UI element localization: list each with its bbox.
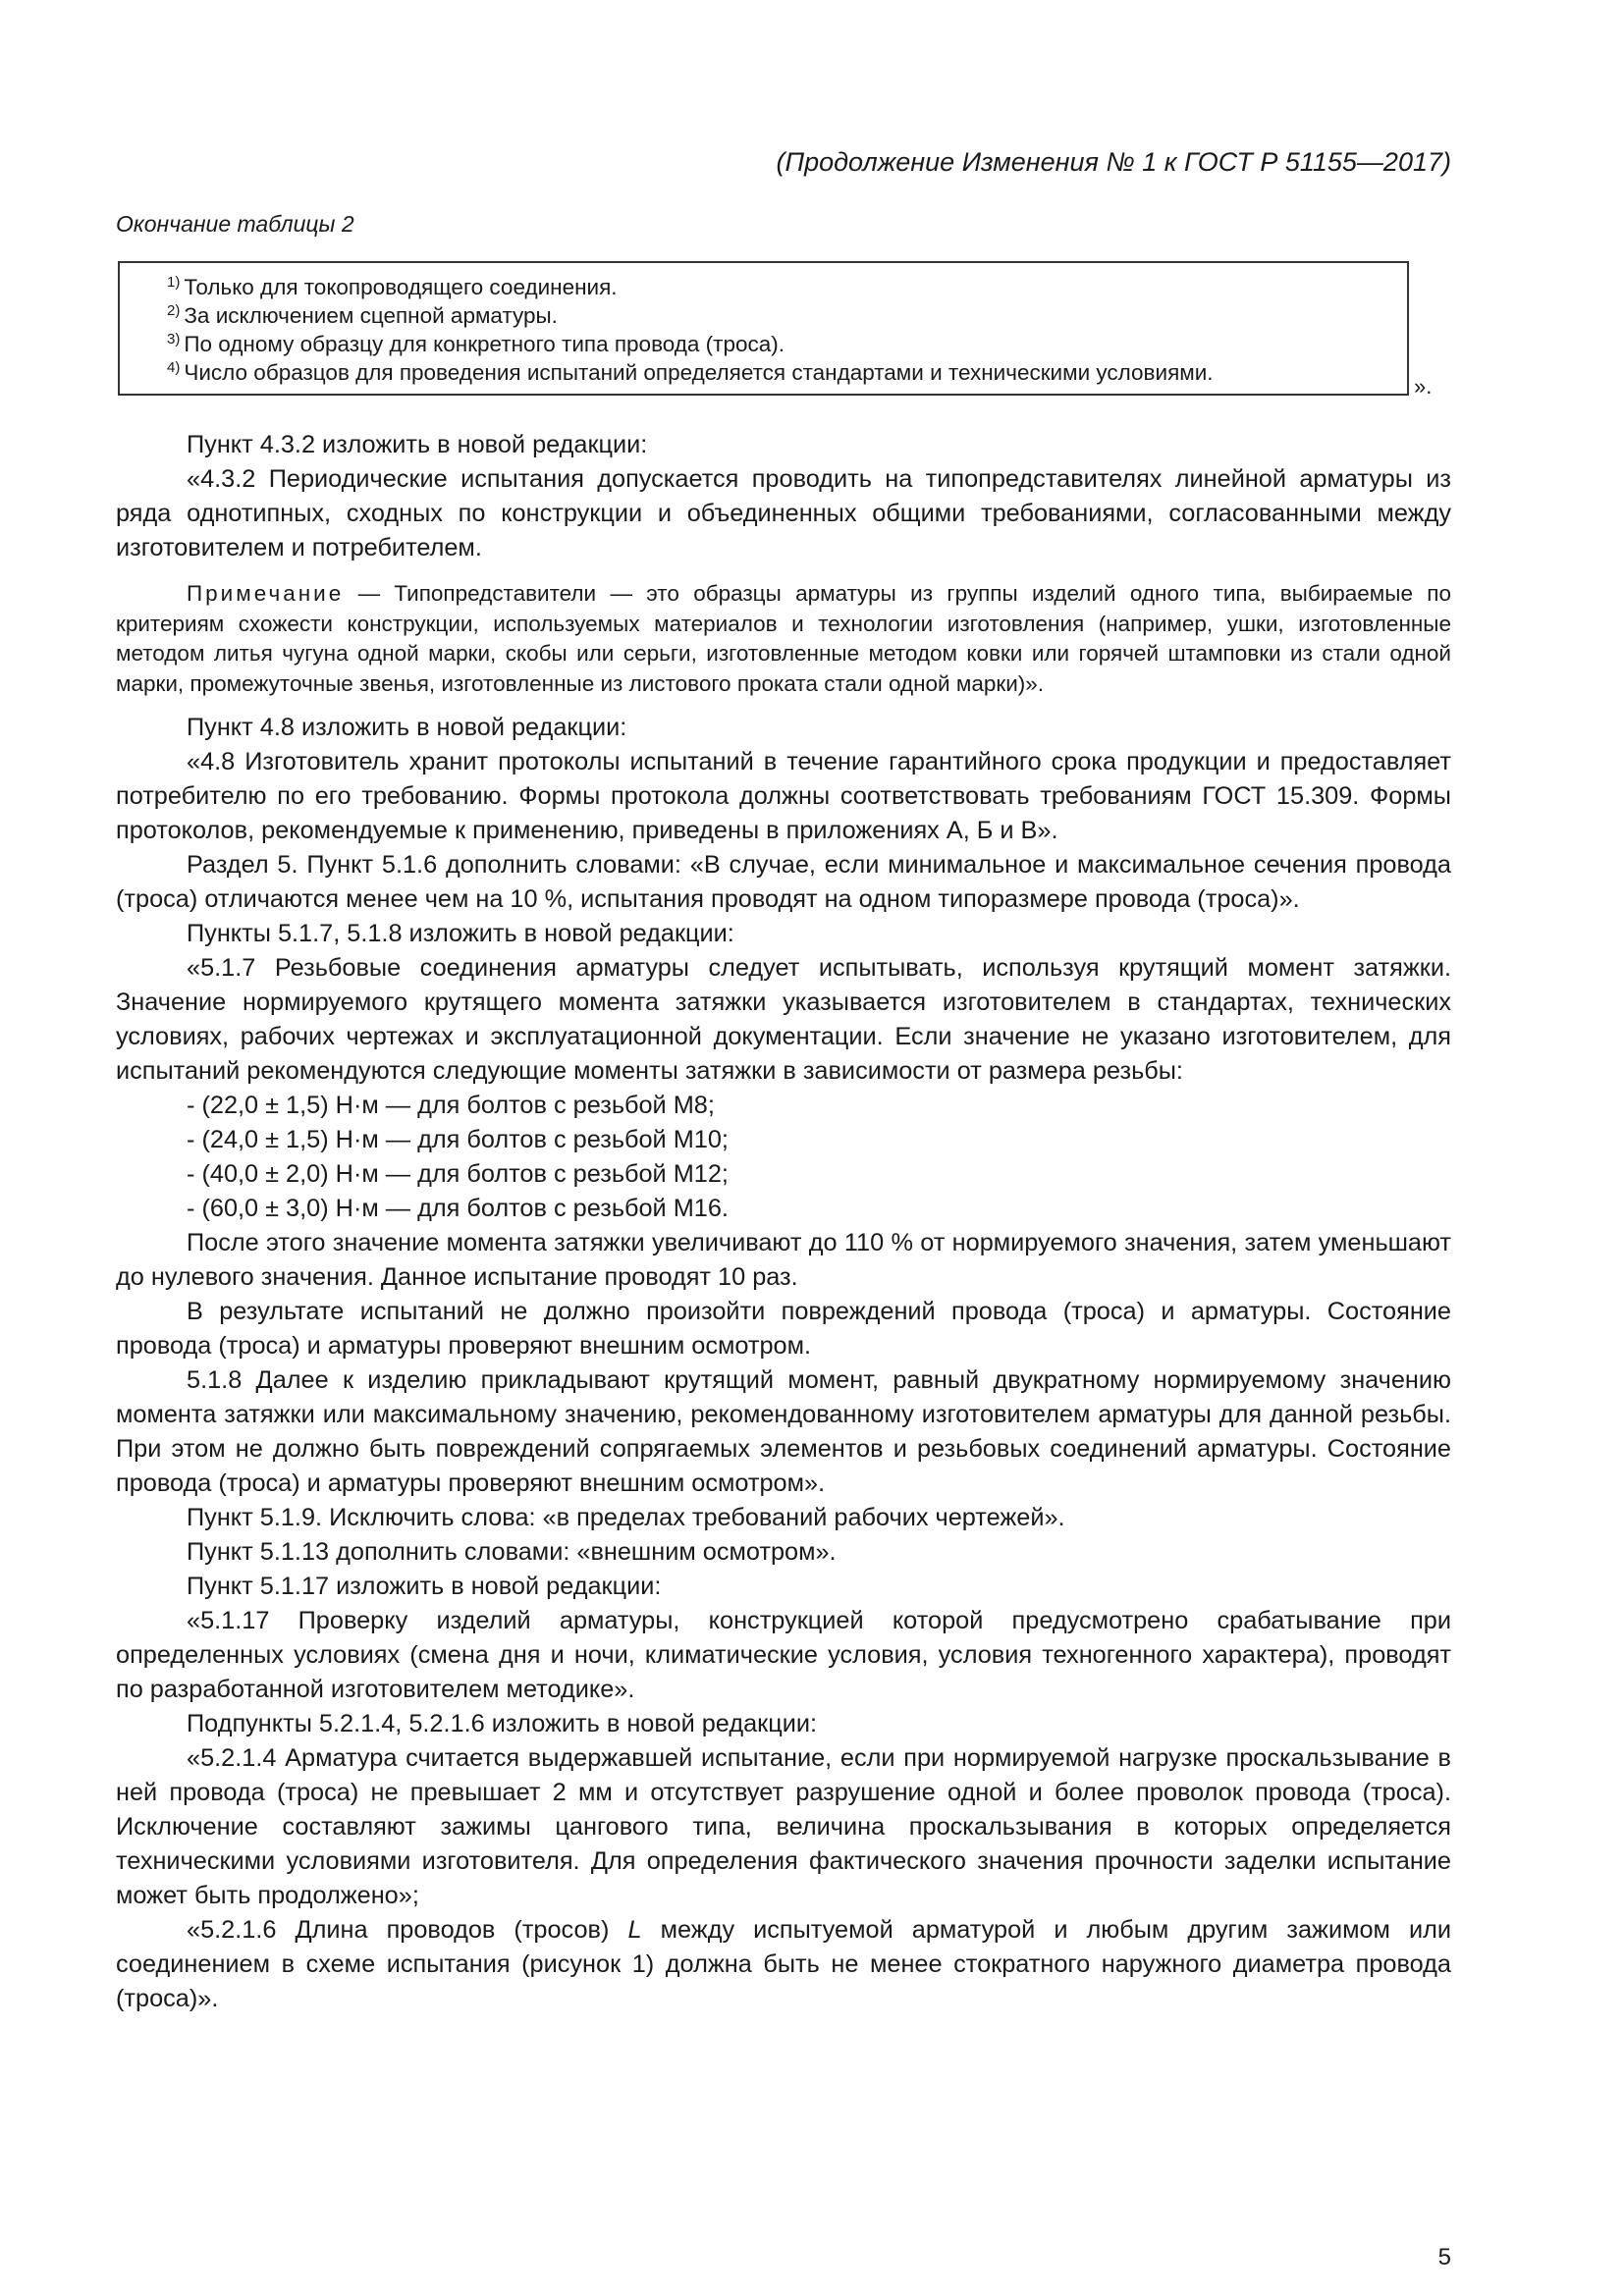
footnote-text: Только для токопроводящего соединения.: [184, 275, 618, 299]
footnote-text: По одному образцу для конкретного типа провода (троса).: [184, 332, 785, 356]
paragraph: Пункт 5.1.13 дополнить словами: «внешним осмотром».: [187, 1538, 837, 1566]
paragraph: Пункт 4.3.2 изложить в новой редакции:: [187, 431, 648, 458]
note: [116, 579, 1451, 699]
page-number: 5: [1437, 2244, 1451, 2270]
footnote-mark: 4): [167, 358, 181, 376]
paragraph: 5.1.8 Далее к изделию прикладывают крутящий момент, равный двукратному нормируемому значению момента затяжки или максимальному значению, рекомендованному изготовителем арматуры для данной резьбы. При этом не должно быть повреждений сопрягаемых элементов и резьбовых соединений арматуры. Состояние провода (троса) и арматуры проверяют внешним осмотром».: [116, 1366, 1451, 1497]
footnote-text: За исключением сцепной арматуры.: [184, 303, 558, 328]
paragraph: «4.8 Изготовитель хранит протоколы испытаний в течение гарантийного срока продукции и предоставляет потребителю по его требованию. Формы протокола должны соответствовать требованиям ГОСТ 15.309. Формы протоколов, рекомендуемые к применению, приведены в приложениях А, Б и В».: [116, 748, 1451, 844]
footnote-mark: 1): [167, 273, 181, 291]
note-label: Примечание: [187, 581, 345, 606]
paragraph: Пункты 5.1.7, 5.1.8 изложить в новой редакции:: [187, 920, 734, 947]
paragraph: «5.1.7 Резьбовые соединения арматуры следует испытывать, используя крутящий момент затяжки. Значение нормируемого крутящего момента затяжки указывается изготовителем в стандартах, технических условиях, рабочих чертежах и эксплуатационной документации. Если значение не указано изготовителем, для испытаний рекомендуются следующие моменты затяжки в зависимости от размера резьбы:: [116, 954, 1451, 1085]
footnote: [167, 330, 1407, 358]
paragraph: После этого значение момента затяжки увеличивают до 110 % от нормируемого значения, затем уменьшают до нулевого значения. Данное испытание проводят 10 раз.: [116, 1229, 1451, 1291]
footnotes-close-quote: ».: [1414, 374, 1433, 399]
paragraph: Пункт 4.8 изложить в новой редакции:: [187, 714, 627, 741]
list-item: - (40,0 ± 2,0) Н·м — для болтов с резьбой М12;: [187, 1160, 729, 1188]
text-run: между испытуемой арматурой и любым другим зажимом или соединением в схеме испытания (рисунок 1) должна быть не менее стократного наружного диаметра провода (троса)».: [116, 1916, 1451, 2012]
document-body: [116, 428, 1451, 2016]
table-caption: Окончание таблицы 2: [116, 211, 354, 237]
paragraph: Раздел 5. Пункт 5.1.6 дополнить словами: «В случае, если минимальное и максимальное сечения провода (троса) отличаются менее чем на 10 %, испытания проводят на одном типоразмере провода (троса)».: [116, 851, 1451, 913]
list-item: - (24,0 ± 1,5) Н·м — для болтов с резьбой М10;: [187, 1126, 729, 1153]
text-run: «5.2.1.6 Длина проводов (тросов): [187, 1916, 628, 1944]
footnote: [167, 301, 1407, 330]
list-item: - (22,0 ± 1,5) Н·м — для болтов с резьбой М8;: [187, 1092, 715, 1119]
paragraph: В результате испытаний не должно произойти повреждений провода (троса) и арматуры. Состояние провода (троса) и арматуры проверяют внешним осмотром.: [116, 1298, 1451, 1360]
table-footnotes-box: [118, 261, 1409, 396]
paragraph: Подпункты 5.2.1.4, 5.2.1.6 изложить в новой редакции:: [187, 1710, 817, 1737]
footnote: [167, 358, 1407, 387]
document-page: [116, 0, 1451, 2296]
variable-L: L: [627, 1916, 642, 1944]
page-header: (Продолжение Изменения № 1 к ГОСТ Р 51155—2017): [776, 147, 1451, 177]
paragraph: Пункт 5.1.9. Исключить слова: «в пределах требований рабочих чертежей».: [187, 1504, 1065, 1531]
paragraph: «4.3.2 Периодические испытания допускается проводить на типопредставителях линейной арматуры из ряда однотипных, сходных по конструкции и объединенных общими требованиями, согласованными между изготовителем и потребителем.: [116, 465, 1451, 561]
list-item: - (60,0 ± 3,0) Н·м — для болтов с резьбой М16.: [187, 1195, 729, 1222]
paragraph: Пункт 5.1.17 изложить в новой редакции:: [187, 1573, 662, 1600]
paragraph: «5.1.17 Проверку изделий арматуры, конструкцией которой предусмотрено срабатывание при определенных условиях (смена дня и ночи, климатические условия, условия техногенного характера), проводят по разработанной изготовителем методике».: [116, 1607, 1451, 1703]
footnote-mark: 3): [167, 330, 181, 347]
footnote: [167, 273, 1407, 301]
note-text: — Типопредставители — это образцы арматуры из группы изделий одного типа, выбираемые по критериям схожести конструкции, используемых материалов и технологии изготовления (например, ушки, изготовленные методом литья чугуна одной марки, скобы или серьги, изготовленные методом ковки или горячей штамповки из стали одной марки, промежуточные звенья, изготовленные из листового проката стали одной марки)».: [116, 581, 1451, 696]
paragraph: [116, 1913, 1451, 2016]
footnote-mark: 2): [167, 301, 181, 319]
footnote-text: Число образцов для проведения испытаний определяется стандартами и техническими условиями.: [184, 360, 1214, 385]
paragraph: «5.2.1.4 Арматура считается выдержавшей испытание, если при нормируемой нагрузке проскальзывание в ней провода (троса) не превышает 2 мм и отсутствует разрушение одной и более проволок провода (троса). Исключение составляют зажимы цангового типа, величина проскальзывания в которых определяется техническими условиями изготовителя. Для определения фактического значения прочности заделки испытание может быть продолжено»;: [116, 1744, 1451, 1909]
